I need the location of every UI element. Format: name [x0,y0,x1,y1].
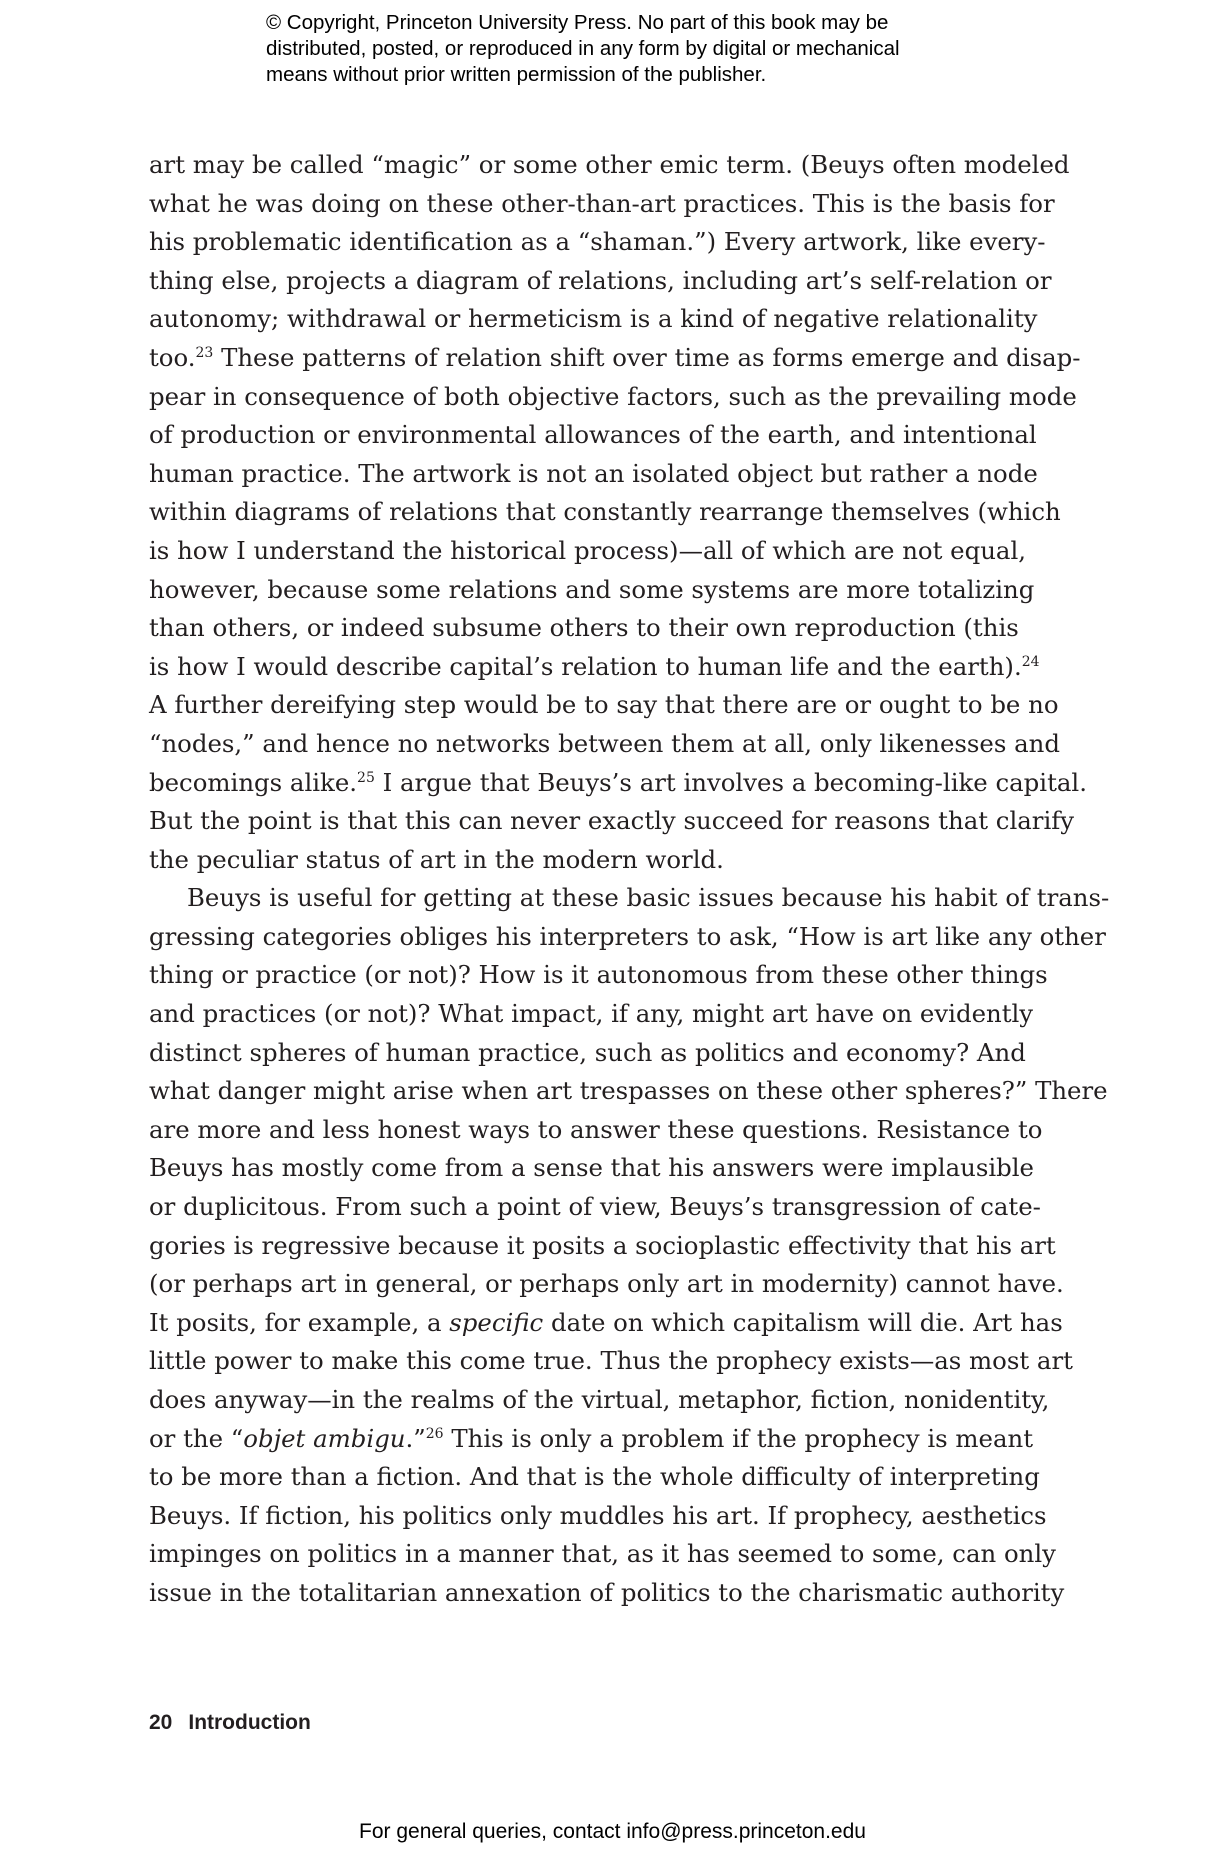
text-line: what danger might arise when art trespasses on these other spheres?” There [149,1076,1108,1106]
text-line: little power to make this come true. Thus the prophecy exists—as most art [149,1346,1073,1376]
text-line: or duplicitous. From such a point of view, Beuys’s transgression of cate- [149,1192,1041,1222]
text-line: to be more than a fiction. And that is the whole difficulty of interpreting [149,1462,1040,1492]
text-line: and practices (or not)? What impact, if any, might art have on evidently [149,999,1034,1029]
text-line: issue in the totalitarian annexation of politics to the charismatic authority [149,1577,1065,1607]
text-line: are more and less honest ways to answer these questions. Resistance to [149,1114,1043,1144]
text-line [149,339,1081,378]
text-line: thing else, projects a diagram of relations, including art’s self-relation or [149,265,1052,295]
line-text: is how I would describe capital’s relation to human life and the earth). [149,651,1022,681]
italic-emphasis: objet ambigu [243,1423,406,1453]
line-text: These patterns of relation shift over time as forms emerge and disap- [213,342,1081,372]
contact-notice: For general queries, contact info@press.princeton.edu [359,1820,866,1843]
text-line: Beuys has mostly come from a sense that his answers were implausible [149,1153,1034,1183]
text-line: Beuys. If fiction, his politics only muddles his art. If prophecy, aesthetics [149,1500,1047,1530]
text-line: of production or environmental allowances of the earth, and intentional [149,420,1037,450]
text-line: the peculiar status of art in the modern world. [149,844,724,874]
text-line: impinges on politics in a manner that, as it has seemed to some, can only [149,1539,1056,1569]
text-line: Beuys is useful for getting at these basic issues because his habit of trans- [187,883,1110,913]
text-line: what he was doing on these other-than-art practices. This is the basis for [149,188,1055,218]
body-text [149,146,1110,1613]
text-line: “nodes,” and hence no networks between them at all, only likenesses and [149,728,1060,758]
text-line: gressing categories obliges his interpreters to ask, “How is art like any other [149,921,1106,951]
line-text: This is only a problem if the prophecy is meant [443,1423,1034,1453]
footnote-ref-23: 23 [195,344,214,361]
line-text: too. [149,342,196,372]
line-text: .” [405,1423,426,1453]
copyright-line: © Copyright, Princeton University Press. No part of this book may be [266,11,889,34]
running-footer [149,1711,311,1735]
text-line [149,764,1087,803]
text-line: thing or practice (or not)? How is it autonomous from these other things [149,960,1048,990]
line-text: date on which capitalism will die. Art has [543,1307,1063,1337]
footnote-ref-25: 25 [357,769,375,786]
line-text: becomings alike. [149,767,358,797]
text-line: (or perhaps art in general, or perhaps only art in modernity) cannot have. [149,1269,1064,1299]
line-text: I argue that Beuys’s art involves a becoming-like capital. [374,767,1087,797]
copyright-notice [266,10,986,88]
text-line: But the point is that this can never exactly succeed for reasons that clarify [149,806,1075,836]
footnote-ref-26: 26 [425,1425,444,1442]
text-line: however, because some relations and some systems are more totalizing [149,574,1035,604]
text-line: distinct spheres of human practice, such as politics and economy? And [149,1037,1026,1067]
italic-emphasis: specific [449,1307,544,1337]
section-title: Introduction [188,1711,311,1734]
page-number: 20 [149,1711,173,1734]
text-line: does anyway—in the realms of the virtual, metaphor, fiction, nonidentity, [149,1385,1050,1414]
text-line [149,1304,1063,1343]
footnote-ref-24: 24 [1021,653,1040,670]
line-text: or the “ [149,1423,244,1453]
text-line: his problematic identification as a “shaman.”) Every artwork, like every- [149,227,1046,257]
text-line [149,1420,1034,1459]
copyright-line: means without prior written permission of the publisher. [266,63,767,86]
line-text: It posits, for example, a [149,1307,450,1337]
text-line: autonomy; withdrawal or hermeticism is a kind of negative relationality [149,304,1038,334]
text-line: human practice. The artwork is not an isolated object but rather a node [149,458,1038,488]
text-line: art may be called “magic” or some other emic term. (Beuys often modeled [149,150,1070,179]
text-line: pear in consequence of both objective factors, such as the prevailing mode [149,381,1077,411]
text-line: A further dereifying step would be to say that there are or ought to be no [149,690,1059,720]
copyright-line: distributed, posted, or reproduced in any form by digital or mechanical [266,37,900,60]
text-line: within diagrams of relations that constantly rearrange themselves (which [149,497,1061,527]
text-line: than others, or indeed subsume others to their own reproduction (this [149,613,1019,643]
text-line [149,648,1040,687]
text-line: is how I understand the historical process)—all of which are not equal, [149,535,1027,565]
text-line: gories is regressive because it posits a socioplastic effectivity that his art [149,1230,1056,1260]
